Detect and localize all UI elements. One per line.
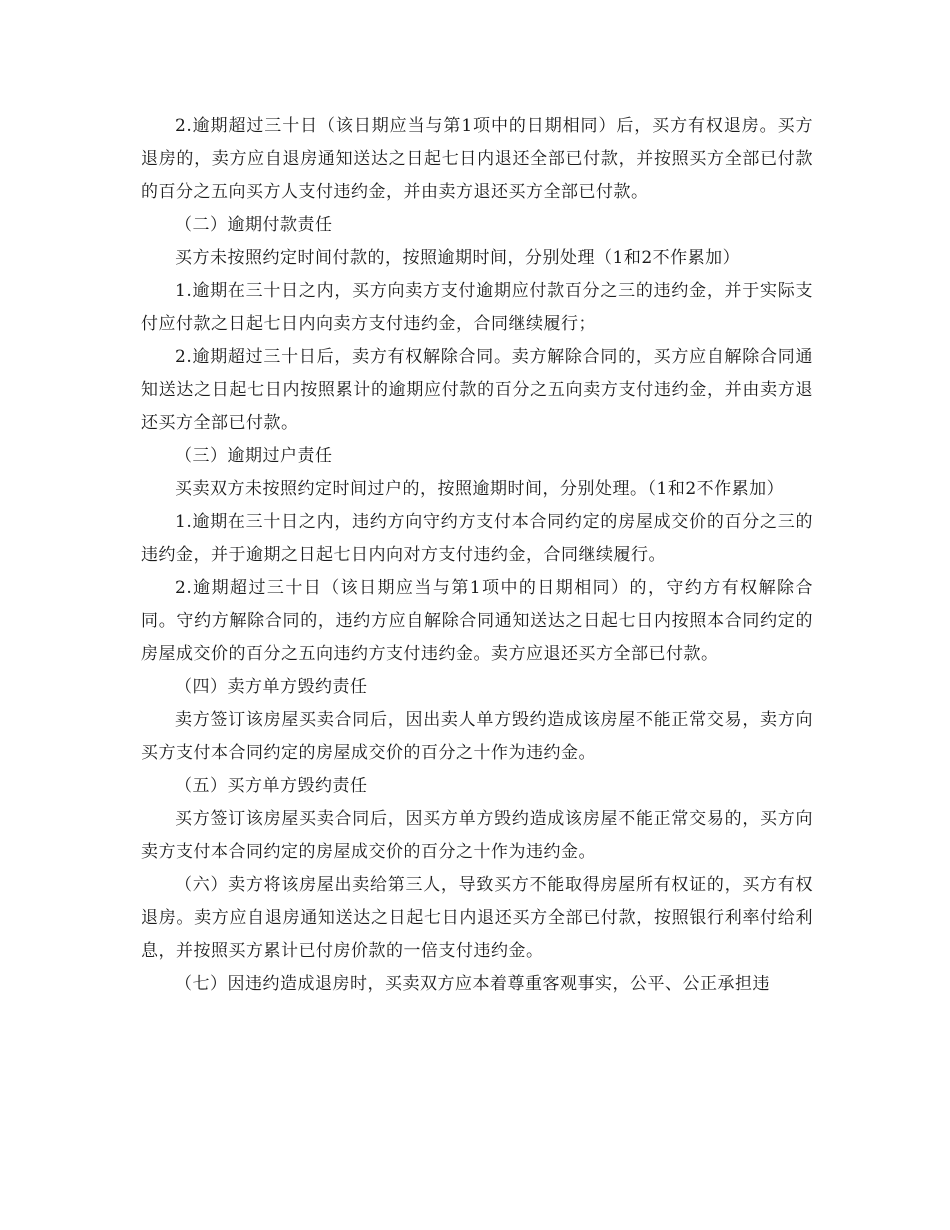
section-heading-seller-breach: （四）卖方单方毁约责任	[175, 677, 368, 697]
paragraph-late-payment-2: 2.逾期超过三十日后，卖方有权解除合同。卖方解除合同的，买方应自解除合同通知送达之日起七日内按照累计的逾期应付款的百分之五向卖方支付违约金，并由卖方退还买方全部已付款。	[141, 347, 813, 433]
paragraph-late-transfer-intro: 买卖双方未按照约定时间过户的，按照逾期时间，分别处理。（1和2不作累加）	[175, 479, 785, 499]
paragraph-buyer-breach: 买方签订该房屋买卖合同后，因买方单方毁约造成该房屋不能正常交易的，买方向卖方支付本合同约定的房屋成交价的百分之十作为违约金。	[141, 809, 813, 862]
paragraph-third-party-sale: （六）卖方将该房屋出卖给第三人，导致买方不能取得房屋所有权证的，买方有权退房。卖方应自退房通知送达之日起七日内退还买方全部已付款，按照银行利率付给利息，并按照买方累计已付房价款的一倍支付违约金。	[141, 875, 813, 961]
document-body	[141, 110, 813, 1001]
paragraph-seller-breach: 卖方签订该房屋买卖合同后，因出卖人单方毁约造成该房屋不能正常交易，卖方向买方支付本合同约定的房屋成交价的百分之十作为违约金。	[141, 710, 813, 763]
section-heading-late-transfer: （三）逾期过户责任	[175, 446, 333, 466]
paragraph-late-transfer-2: 2.逾期超过三十日（该日期应当与第1项中的日期相同）的，守约方有权解除合同。守约方解除合同的，违约方应自解除合同通知送达之日起七日内按照本合同约定的房屋成交价的百分之五向违约方支付违约金。卖方应退还买方全部已付款。	[141, 578, 813, 664]
section-heading-buyer-breach: （五）买方单方毁约责任	[175, 776, 368, 796]
paragraph-late-payment-intro: 买方未按照约定时间付款的，按照逾期时间，分别处理（1和2不作累加）	[175, 248, 741, 268]
paragraph-late-payment-1: 1.逾期在三十日之内，买方向卖方支付逾期应付款百分之三的违约金，并于实际支付应付款之日起七日内向卖方支付违约金，合同继续履行；	[141, 281, 813, 334]
paragraph-breach-refund: （七）因违约造成退房时，买卖双方应本着尊重客观事实，公平、公正承担违	[175, 974, 770, 994]
section-heading-late-payment: （二）逾期付款责任	[175, 215, 333, 235]
paragraph-late-transfer-1: 1.逾期在三十日之内，违约方向守约方支付本合同约定的房屋成交价的百分之三的违约金，并于逾期之日起七日内向对方支付违约金，合同继续履行。	[141, 512, 813, 565]
paragraph-2-refund-overdue: 2.逾期超过三十日（该日期应当与第1项中的日期相同）后，买方有权退房。买方退房的，卖方应自退房通知送达之日起七日内退还全部已付款，并按照买方全部已付款的百分之五向买方人支付违约金，并由卖方退还买方全部已付款。	[141, 116, 813, 202]
